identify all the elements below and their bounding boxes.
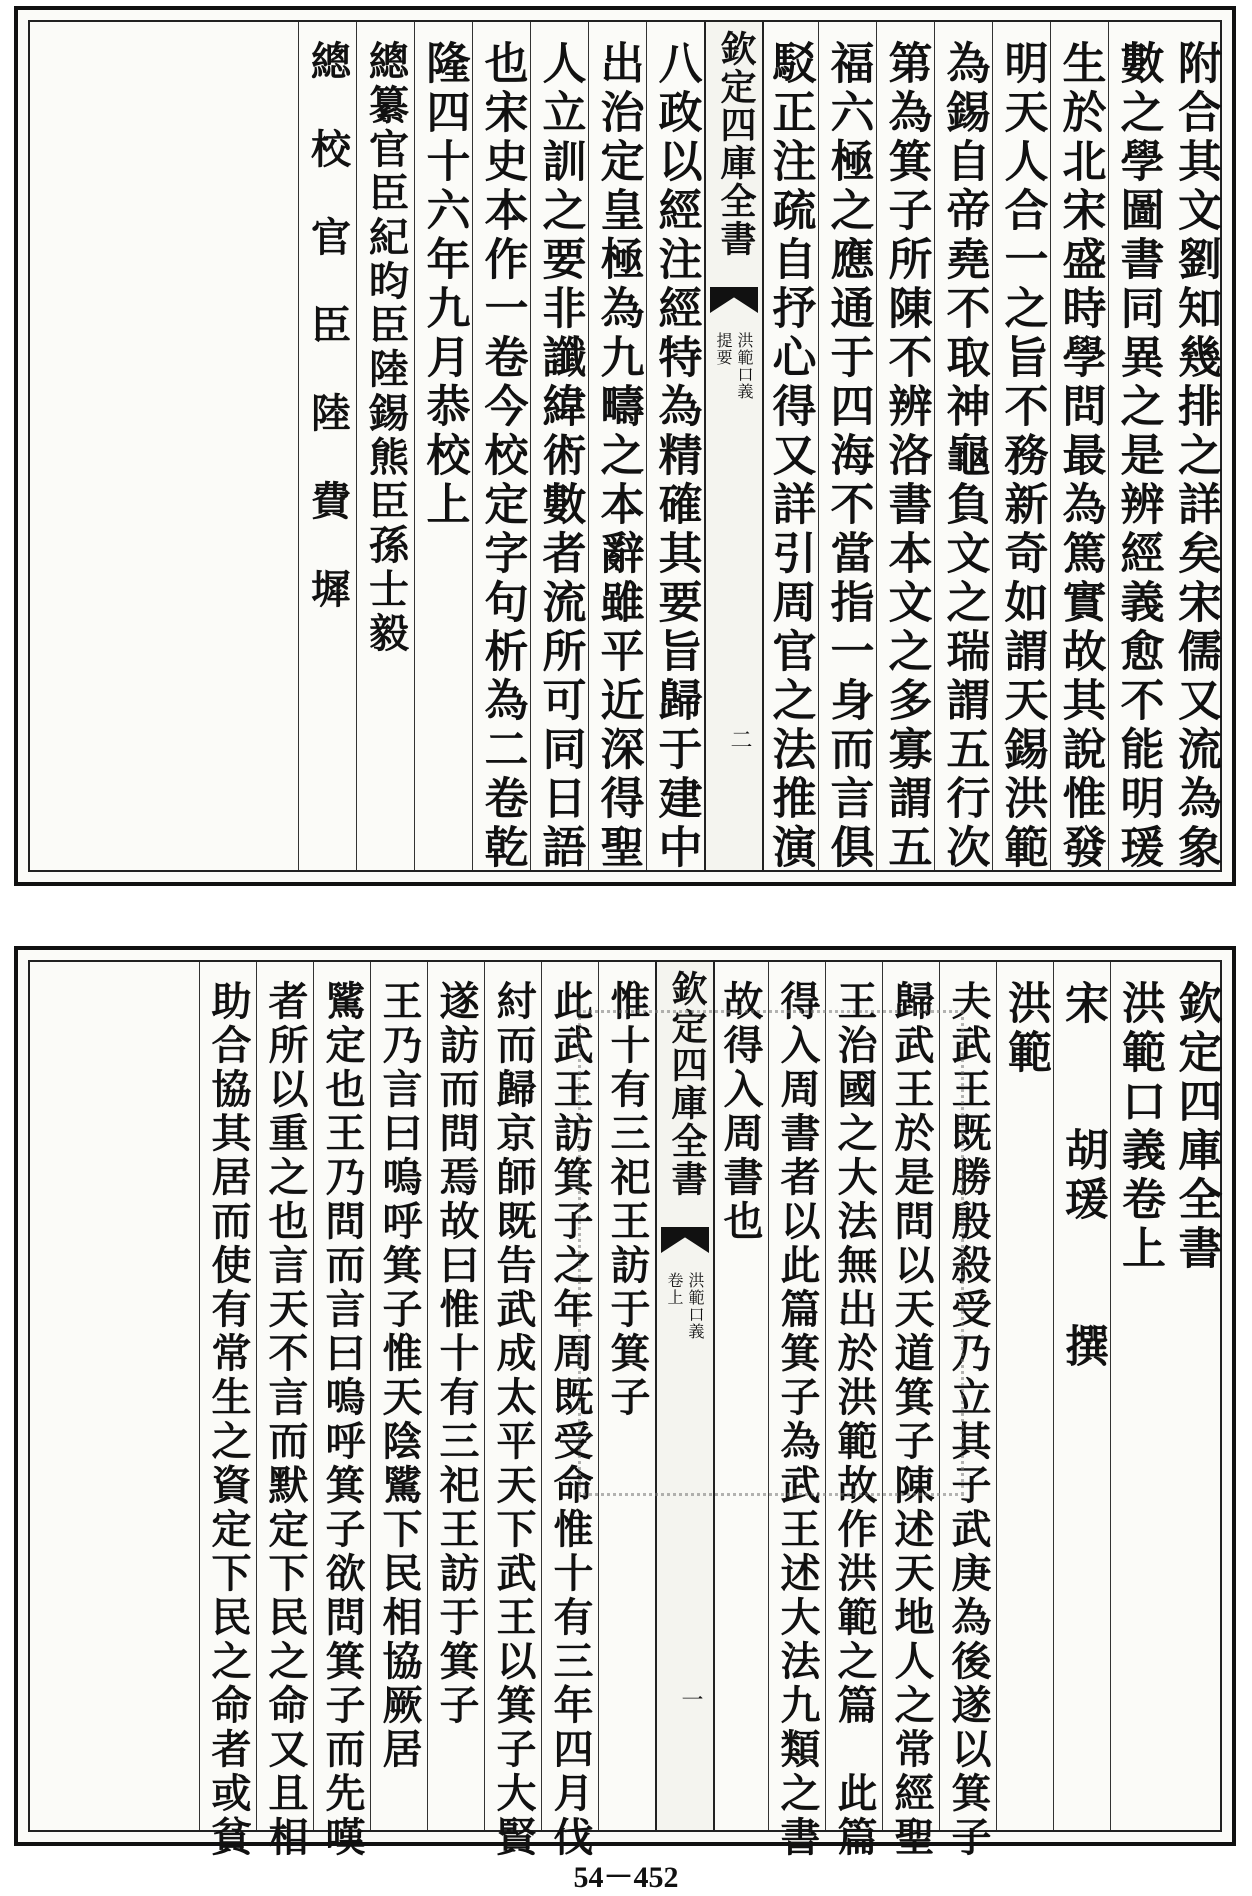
section-heading-column — [996, 962, 1053, 1830]
fold-book-name: 洪範口義 — [686, 1272, 705, 1340]
column-text: 宋 胡瑗 撰 — [1057, 980, 1108, 1372]
column-text: 者所以重之也言天不言而默定下民之命又且相 — [262, 980, 309, 1860]
author-column — [1053, 962, 1110, 1830]
column-text: 王治國之大法無出於洪範故作洪範之篇 此篇 — [831, 980, 878, 1860]
column-text: 人立訓之要非讖緯術數者流所可同日語 — [534, 40, 586, 873]
text-column — [818, 22, 876, 873]
column-text: 歸武王於是問以天道箕子陳述天地人之常經聖 — [888, 980, 935, 1860]
column-text: 助合協其居而使有常生之資定下民之命者或貧 — [205, 980, 252, 1860]
page-number-footer: 54－452 — [573, 1861, 679, 1894]
text-column — [1166, 22, 1224, 873]
bottom-page — [14, 946, 1236, 1860]
column-text: 王乃言曰嗚呼箕子惟天陰騭下民相協厥居 — [376, 980, 423, 1772]
column-text: 總 校 官 臣 陸 費 墀 — [304, 40, 352, 612]
fold-page-mark: 一 — [678, 1688, 703, 1710]
column-text: 故得入周書也 — [717, 980, 764, 1244]
text-column — [992, 22, 1050, 873]
column-text: 洪範口義卷上 — [1114, 980, 1165, 1274]
column-text: 福六極之應通于四海不當指一身而言俱 — [822, 40, 874, 873]
column-text: 駁正注疏自抒心得又詳引周官之法推演 — [764, 40, 816, 873]
column-text: 洪範 — [1000, 980, 1051, 1078]
column-text: 總纂官臣紀昀臣陸錫熊臣孫士毅 — [362, 40, 410, 656]
column-text: 為錫自帝堯不取神龜負文之瑞謂五行次 — [938, 40, 990, 873]
text-column — [256, 962, 313, 1860]
volume-title-column — [1110, 962, 1167, 1830]
fold-book-name: 洪範口義 — [735, 332, 754, 400]
column-text: 騭定也王乃問而言曰嗚呼箕子欲問箕子而先嘆 — [319, 980, 366, 1860]
column-text: 遂訪而問焉故曰惟十有三祀王訪于箕子 — [433, 980, 480, 1728]
text-column — [1108, 22, 1166, 873]
text-column — [414, 22, 472, 870]
credit-column — [356, 22, 414, 870]
top-page — [14, 6, 1236, 886]
text-column — [313, 962, 370, 1860]
column-text: 出治定皇極為九疇之本辭雖平近深得聖 — [592, 40, 644, 873]
fold-title: 欽定四庫全書 — [715, 30, 757, 258]
column-text: 得入周書者以此篇箕子為武王述大法九類之書 — [774, 980, 821, 1860]
text-column — [1050, 22, 1108, 873]
seal-stamp — [578, 1010, 964, 1496]
text-column — [427, 962, 484, 1830]
text-column — [484, 962, 541, 1860]
column-text: 生於北宋盛時學問最為篤實故其說惟發 — [1054, 40, 1106, 873]
fishtail-mark — [710, 287, 758, 313]
text-column — [199, 962, 256, 1860]
fold-section-name: 卷上 — [665, 1272, 684, 1306]
credit-column — [298, 22, 356, 870]
column-text: 附合其文劉知幾排之詳矣宋儒又流為象 — [1170, 40, 1221, 873]
book-title-column — [1167, 962, 1224, 1830]
column-text: 也宋史本作一卷今校定字句析為二卷乾 — [476, 40, 528, 873]
text-column — [370, 962, 427, 1830]
column-text: 此武王訪箕子之年周既受命惟十有三年四月伐 — [547, 980, 594, 1860]
top-page-frame — [28, 20, 1222, 872]
text-column — [472, 22, 530, 873]
column-text: 八政以經注經特為精確其要旨歸于建中 — [650, 40, 702, 873]
text-column — [646, 22, 704, 873]
text-column — [934, 22, 992, 873]
fold-title: 欽定四庫全書 — [666, 970, 708, 1198]
column-text: 第為箕子所陳不辨洛書本文之多寡謂五 — [880, 40, 932, 873]
text-column — [588, 22, 646, 873]
column-text: 明天人合一之旨不務新奇如謂天錫洪範 — [996, 40, 1048, 873]
column-text: 惟十有三祀王訪于箕子 — [604, 980, 651, 1420]
column-text: 紂而歸京師既告武成太平天下武王以箕子大賢 — [490, 980, 537, 1860]
fold-section-name: 提要 — [714, 332, 733, 366]
fold-margin — [704, 22, 764, 870]
column-text: 隆四十六年九月恭校上 — [418, 40, 470, 530]
column-text: 欽定四庫全書 — [1170, 980, 1222, 1274]
column-text: 數之學圖書同異之是辨經義愈不能明瑗 — [1112, 40, 1164, 873]
text-column — [760, 22, 818, 873]
column-text: 夫武王既勝殷殺受乃立其子武庚為後遂以箕子 — [945, 980, 992, 1860]
text-column — [876, 22, 934, 873]
text-column — [530, 22, 588, 873]
fold-page-mark: 二 — [727, 728, 752, 750]
